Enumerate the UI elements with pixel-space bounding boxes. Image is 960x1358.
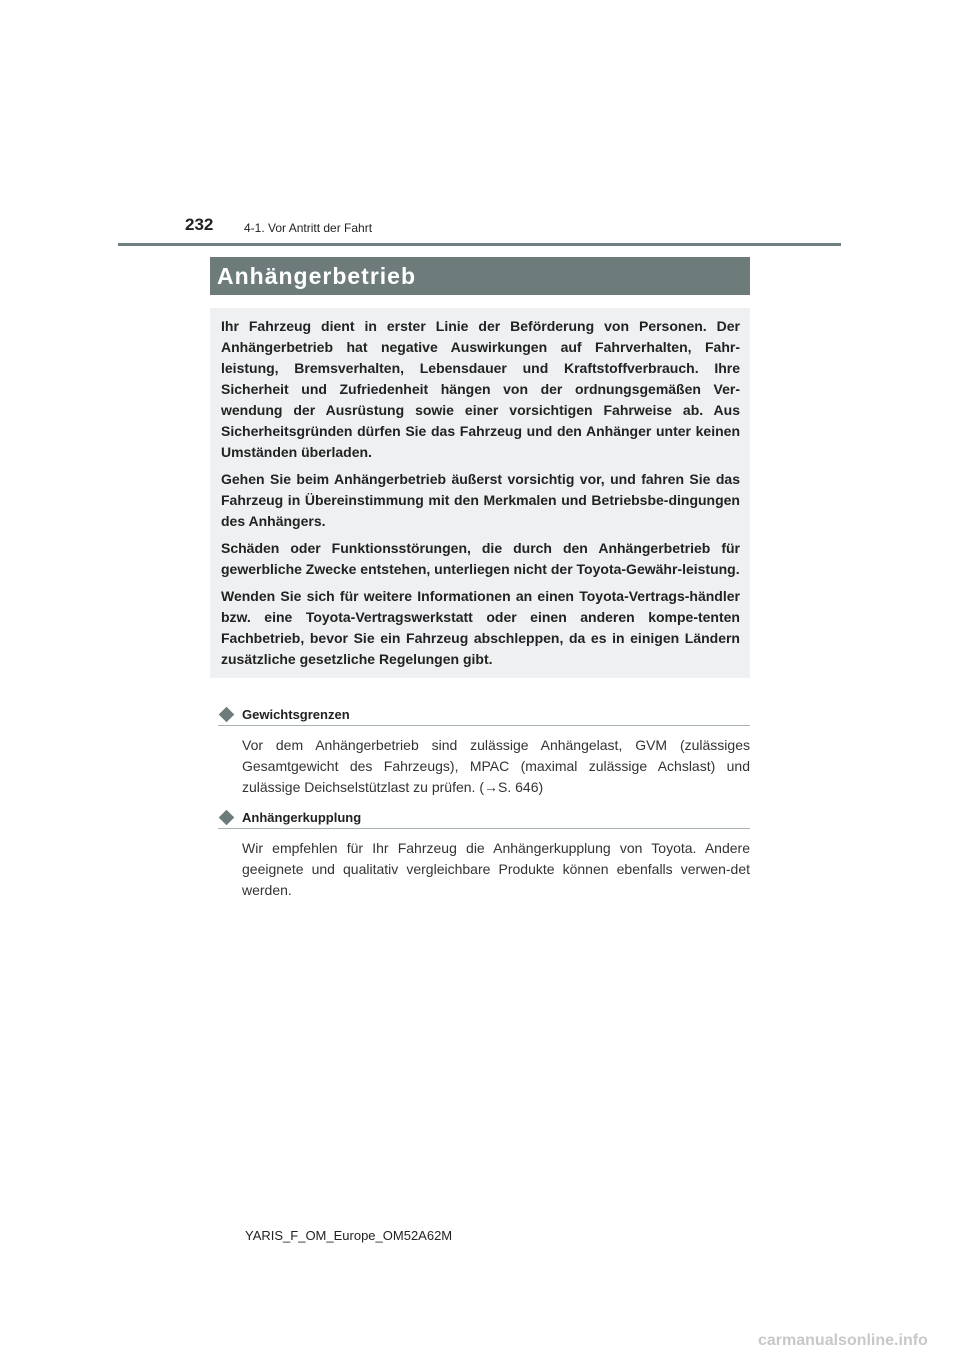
diamond-bullet-icon — [219, 810, 235, 826]
section-body: Wir empfehlen für Ihr Fahrzeug die Anhängerkupplung von Toyota. Andere geeignete und qualitativ vergleichbare Produkte können ebenfalls verwen-det werden. — [242, 840, 750, 898]
section-path: 4-1. Vor Antritt der Fahrt — [244, 221, 373, 235]
watermark: carmanualsonline.info — [758, 1332, 928, 1349]
document-id: YARIS_F_OM_Europe_OM52A62M — [245, 1228, 453, 1243]
intro-paragraph-1: Ihr Fahrzeug dient in erster Linie der Beförderung von Personen. Der Anhängerbetrieb hat negative Auswirkungen auf Fahrverhalten, Fahr-leistung, Bremsverhalten, Lebensdauer und Kraftstoffverbrauch. Ihre Sicherheit und Zufriedenheit hängen von der ordnungsgemäßen Ver-wendung der Ausrüstung sowie einer vorsichtigen Fahrweise ab. Aus Sicherheitsgründen dürfen Sie das Fahrzeug und den Anhänger unter keinen Umständen überladen. — [221, 318, 740, 460]
diamond-bullet-icon — [219, 707, 235, 723]
intro-paragraph-4: Wenden Sie sich für weitere Informationen an einen Toyota-Vertrags-händler bzw. eine Toyota-Vertragswerkstatt oder einen anderen kompe-tenten Fachbetrieb, bevor Sie ein Fahrzeug abschleppen, da es in einigen Ländern zusätzliche gesetzliche Regelungen gibt. — [221, 588, 740, 667]
section-title: Anhängerkupplung — [242, 810, 362, 825]
intro-paragraph-2: Gehen Sie beim Anhängerbetrieb äußerst vorsichtig vor, und fahren Sie das Fahrzeug in Übereinstimmung mit den Merkmalen und Betriebsbe-dingungen des Anhängers. — [221, 471, 740, 529]
title-bar — [210, 257, 750, 295]
page-title: Anhängerbetrieb — [217, 263, 417, 289]
page-number: 232 — [185, 215, 214, 234]
intro-box — [210, 308, 750, 678]
section-title: Gewichtsgrenzen — [242, 707, 350, 722]
section-heading — [218, 810, 750, 829]
section-body: Vor dem Anhängerbetrieb sind zulässige Anhängelast, GVM (zulässiges Gesamtgewicht des Fahrzeugs), MPAC (maximal zulässige Achslast) und zulässige Deichselstützlast zu prüfen. (→S. 646) — [242, 737, 750, 795]
section-heading — [218, 707, 750, 726]
header-rule — [118, 243, 841, 246]
section-weight-limits — [218, 707, 750, 798]
section-trailer-hitch — [218, 810, 750, 901]
intro-paragraph-3: Schäden oder Funktionsstörungen, die durch den Anhängerbetrieb für gewerbliche Zwecke entstehen, unterliegen nicht der Toyota-Gewähr-leistung. — [221, 540, 740, 577]
